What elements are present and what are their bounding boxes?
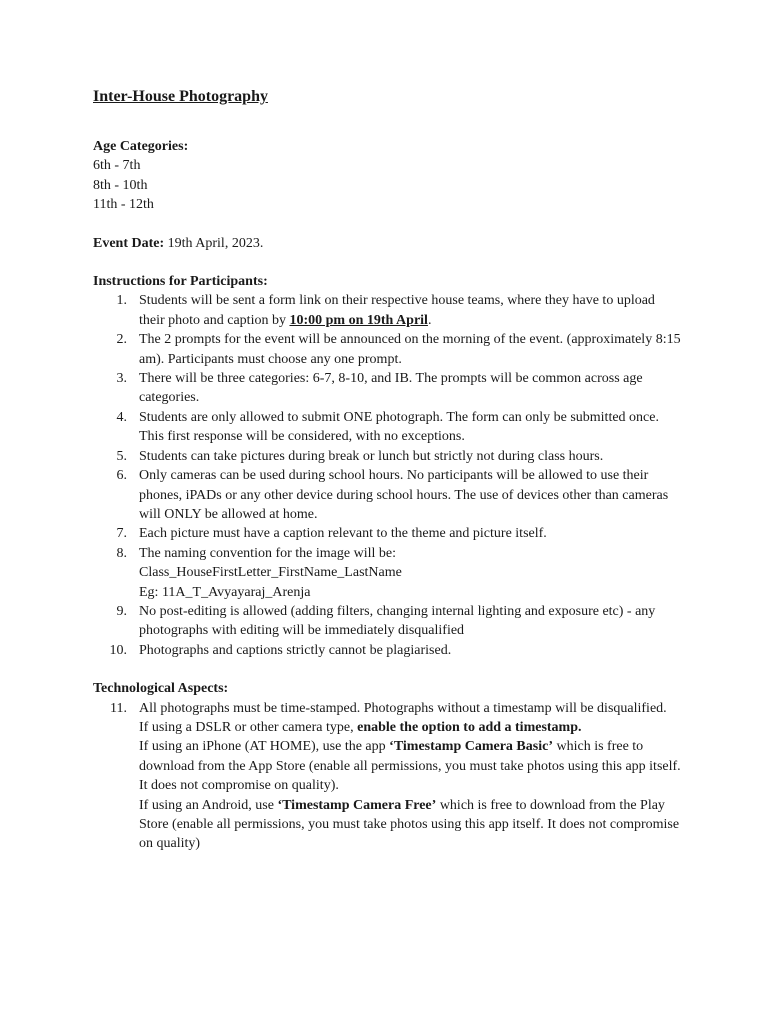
dslr-instruction: If using a DSLR or other camera type, enable the option to add a timestamp. [139, 719, 582, 735]
instruction-item: 7. Each picture must have a caption relevant to the theme and picture itself. [93, 524, 683, 543]
timestamp-requirement: All photographs must be time-stamped. Photographs without a timestamp will be disqualified. [139, 700, 667, 716]
instruction-item: 4. Students are only allowed to submit ONE photograph. The form can only be submitted once. This first response will be considered, with no exceptions. [93, 408, 683, 447]
age-category-item: 6th - 7th [93, 158, 141, 174]
item-number: 10. [109, 642, 127, 658]
item-number: 5. [116, 448, 127, 464]
item-number: 4. [116, 409, 127, 425]
item-number: 2. [116, 332, 127, 348]
event-date-value: 19th April, 2023. [164, 235, 264, 251]
instructions-list [93, 291, 683, 660]
instruction-item: 8. The naming convention for the image will be: Class_HouseFirstLetter_FirstName_LastName Eg: 11A_T_Avyayaraj_Arenja [93, 544, 683, 602]
instruction-item: 9. No post-editing is allowed (adding filters, changing internal lighting and exposure etc) - any photographs with editing will be immediately disqualified [93, 602, 683, 641]
item-number: 11. [110, 700, 127, 716]
document-title: Inter-House Photography [93, 88, 268, 105]
item-number: 7. [116, 526, 127, 542]
tech-item [93, 699, 683, 854]
tech-aspects-list [93, 699, 683, 854]
naming-convention: Class_HouseFirstLetter_FirstName_LastName [139, 565, 402, 581]
item-number: 1. [116, 293, 127, 309]
item-number: 3. [116, 371, 127, 387]
item-number: 9. [116, 603, 127, 619]
item-number: 6. [116, 468, 127, 484]
instruction-item: 5. Students can take pictures during break or lunch but strictly not during class hours. [93, 447, 683, 466]
instruction-item: 10. Photographs and captions strictly cannot be plagiarised. [93, 641, 683, 660]
document-page [93, 86, 683, 854]
instruction-item: 3. There will be three categories: 6-7, 8-10, and IB. The prompts will be common across age categories. [93, 369, 683, 408]
age-categories-heading: Age Categories: [93, 139, 189, 154]
naming-example: Eg: 11A_T_Avyayaraj_Arenja [139, 584, 311, 600]
age-category-item: 11th - 12th [93, 197, 154, 213]
deadline-highlight: 10:00 pm on 19th April [289, 312, 428, 328]
instructions-heading: Instructions for Participants: [93, 274, 268, 290]
event-date-label: Event Date: [93, 235, 165, 251]
iphone-instruction: If using an iPhone (AT HOME), use the app ‘Timestamp Camera Basic’ which is free to download from the App Store (enable all permissions, you must take photos using this app itself. It does not compromise on quality). [139, 739, 681, 794]
instruction-item: 6. Only cameras can be used during school hours. No participants will be allowed to use their phones, iPADs or any other device during school hours. The use of devices other than cameras will ONLY be allowed at home. [93, 466, 683, 524]
item-number: 8. [116, 545, 127, 561]
tech-aspects-heading: Technological Aspects: [93, 681, 229, 697]
android-instruction: If using an Android, use ‘Timestamp Camera Free’ which is free to download from the Play Store (enable all permissions, you must take photos using this app itself. It does not compromise on quality) [139, 797, 680, 852]
instruction-item: 2. The 2 prompts for the event will be announced on the morning of the event. (approximately 8:15 am). Participants must choose any one prompt. [93, 330, 683, 369]
age-category-item: 8th - 10th [93, 177, 148, 193]
instruction-item: 1. Students will be sent a form link on their respective house teams, where they have to upload their photo and caption by 10:00 pm on 19th April. [93, 291, 683, 330]
event-date [93, 234, 683, 253]
